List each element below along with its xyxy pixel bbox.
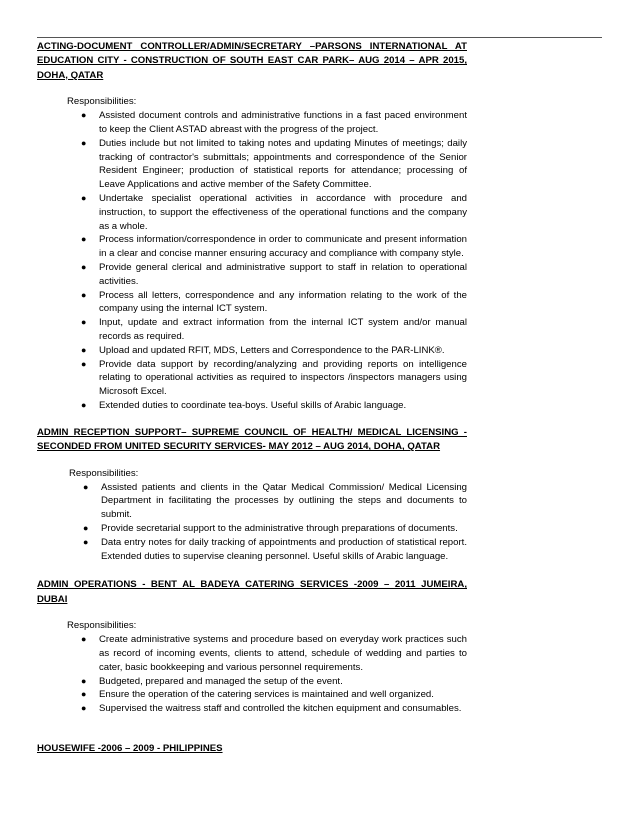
resume-page [37,40,467,756]
list-item: ● Process information/correspondence in order to communicate and present information in a clear and concise manner ensuring accuracy and compliance with company style. [81,234,467,260]
bullet-icon: ● [81,137,87,148]
list-item: ● Assisted document controls and administrative functions in a fast paced environment to keep the Client ASTAD abreast with the progress of the project. [81,110,467,136]
responsibilities-list [74,109,467,413]
bullet-icon: ● [81,703,87,714]
bullet-icon: ● [81,289,87,300]
list-item: ● Supervised the waitress staff and controlled the kitchen equipment and consumables. [81,703,462,715]
list-item: ● Ensure the operation of the catering services is maintained and well organized. [81,689,434,701]
experience-section-housewife [37,742,467,756]
responsibilities-label: Responsibilities: [69,467,139,479]
bullet-icon: ● [81,261,87,272]
list-item: ● Undertake specialist operational activities in accordance with procedure and instruction, to support the effectiveness of the operational functions and the company as a whole. [81,193,467,232]
list-item: ● Data entry notes for daily tracking of appointments and production of statistical report. Extended duties to supervise cleaning personnel. Useful skills of Arabic language. [83,536,467,562]
section-title: ADMIN RECEPTION SUPPORT– SUPREME COUNCIL OF HEALTH/ MEDICAL LICENSING - SECONDED FROM UNITED SECURITY SERVICES- MAY 2012 – AUG 2014, DOHA, QATAR [37,426,467,453]
bullet-icon: ● [81,358,87,369]
bullet-icon: ● [83,481,89,492]
list-item: ● Assisted patients and clients in the Qatar Medical Commission/ Medical Licensing Department in facilitating the processes by outlining the steps and documents to submit. [83,481,467,521]
bullet-icon: ● [81,317,87,328]
experience-section-bent-al-badeya [37,578,467,716]
top-rule [37,37,602,38]
list-item: ● Duties include but not limited to taking notes and updating Minutes of meetings; daily tracking of contractor's submittals; appointments and correspondence of the Senior Resident Engineer; production of statistical reports for attendance; processing of Leave Applications and active member of the Safety Committee. [81,137,467,191]
list-item: ● Provide general clerical and administrative support to staff in relation to operational activities. [81,261,467,287]
bullet-icon: ● [83,536,89,547]
bullet-icon: ● [81,399,87,410]
bullet-icon: ● [81,675,87,686]
bullet-icon: ● [81,110,87,121]
bullet-icon: ● [81,344,87,355]
responsibilities-label: Responsibilities: [67,620,137,632]
list-item: ● Extended duties to coordinate tea-boys. Useful skills of Arabic language. [81,399,407,411]
list-item: ● Create administrative systems and procedure based on everyday work practices such as record of incoming events, clients to attend, schedule of wedding and parties to cater, basic bookkeeping and various personnel requirements. [81,634,467,673]
section-title: HOUSEWIFE -2006 – 2009 - PHILIPPINES [37,742,223,754]
bullet-icon: ● [81,234,87,245]
list-item: ● Input, update and extract information from the internal ICT system and/or manual records as required. [81,317,467,342]
responsibilities-list [74,633,467,716]
experience-section-parsons [37,40,467,413]
section-title: ADMIN OPERATIONS - BENT AL BADEYA CATERING SERVICES -2009 – 2011 JUMEIRA, DUBAI [37,579,467,605]
list-item: ● Budgeted, prepared and managed the setup of the event. [81,675,343,687]
responsibilities-list [76,481,467,564]
bullet-icon: ● [81,634,87,645]
bullet-icon: ● [83,522,89,533]
bullet-icon: ● [81,689,87,700]
list-item: ● Process all letters, correspondence and any information relating to the work of the company using the internal ICT system. [81,289,467,315]
list-item: ● Provide secretarial support to the administrative through preparations of documents. [83,522,458,534]
experience-section-supreme-council [37,426,467,564]
responsibilities-label: Responsibilities: [67,96,137,108]
section-title: ACTING-DOCUMENT CONTROLLER/ADMIN/SECRETARY –PARSONS INTERNATIONAL AT EDUCATION CITY - CONSTRUCTION OF SOUTH EAST CAR PARK– AUG 2014 – APR 2015, DOHA, QATAR [37,41,467,81]
list-item: ● Provide data support by recording/analyzing and providing reports on intelligence relating to operational activities as required to inspectors /inspectors managers using Microsoft Excel. [81,358,467,398]
list-item: ● Upload and updated RFIT, MDS, Letters and Correspondence to the PAR-LINK®. [81,344,445,356]
bullet-icon: ● [81,193,87,203]
